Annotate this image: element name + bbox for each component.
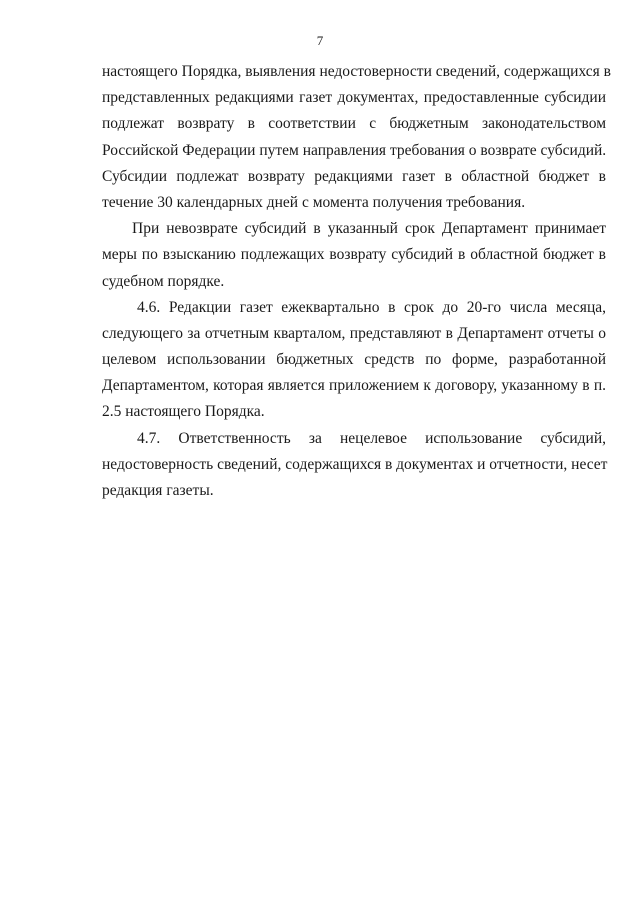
text-line: Департаментом, которая является приложением к договору, указанному в п. xyxy=(102,377,606,395)
text-line: Российской Федерации путем направления требования о возврате субсидий. xyxy=(102,141,607,159)
text-line: меры по взысканию подлежащих возврату субсидий в областной бюджет в xyxy=(102,246,606,264)
paragraph-subsidy-return xyxy=(102,59,611,216)
text-line: судебном порядке. xyxy=(102,272,225,290)
text-line: следующего за отчетным кварталом, представляют в Департамент отчеты о xyxy=(102,324,606,342)
paragraph-4-7 xyxy=(102,426,606,505)
text-line: подлежат возврату в соответствии с бюджетным законодательством xyxy=(102,115,606,133)
text-line: редакция газеты. xyxy=(102,482,214,499)
page-number: 7 xyxy=(316,33,324,48)
text-line: недостоверность сведений, содержащихся в документах и отчетности, несет xyxy=(102,455,608,473)
text-line: настоящего Порядка, выявления недостоверности сведений, содержащихся в xyxy=(102,63,611,80)
text-line: целевом использовании бюджетных средств по форме, разработанной xyxy=(102,351,606,369)
text-line: представленных редакциями газет документах, предоставленные субсидии xyxy=(102,89,606,107)
paragraph-4-6 xyxy=(102,295,606,426)
document-body xyxy=(102,59,611,504)
text-line: 2.5 настоящего Порядка. xyxy=(102,403,265,421)
text-line: 4.7. Ответственность за нецелевое использование субсидий, xyxy=(137,429,606,447)
text-line: Субсидии подлежат возврату редакциями газет в областной бюджет в xyxy=(102,167,606,185)
text-line: течение 30 календарных дней с момента получения требования. xyxy=(102,193,526,211)
text-line: 4.6. Редакции газет ежеквартально в срок до 20-го числа месяца, xyxy=(137,298,606,316)
paragraph-non-return xyxy=(102,216,606,295)
text-line: При невозврате субсидий в указанный срок Департамент принимает xyxy=(132,220,606,238)
